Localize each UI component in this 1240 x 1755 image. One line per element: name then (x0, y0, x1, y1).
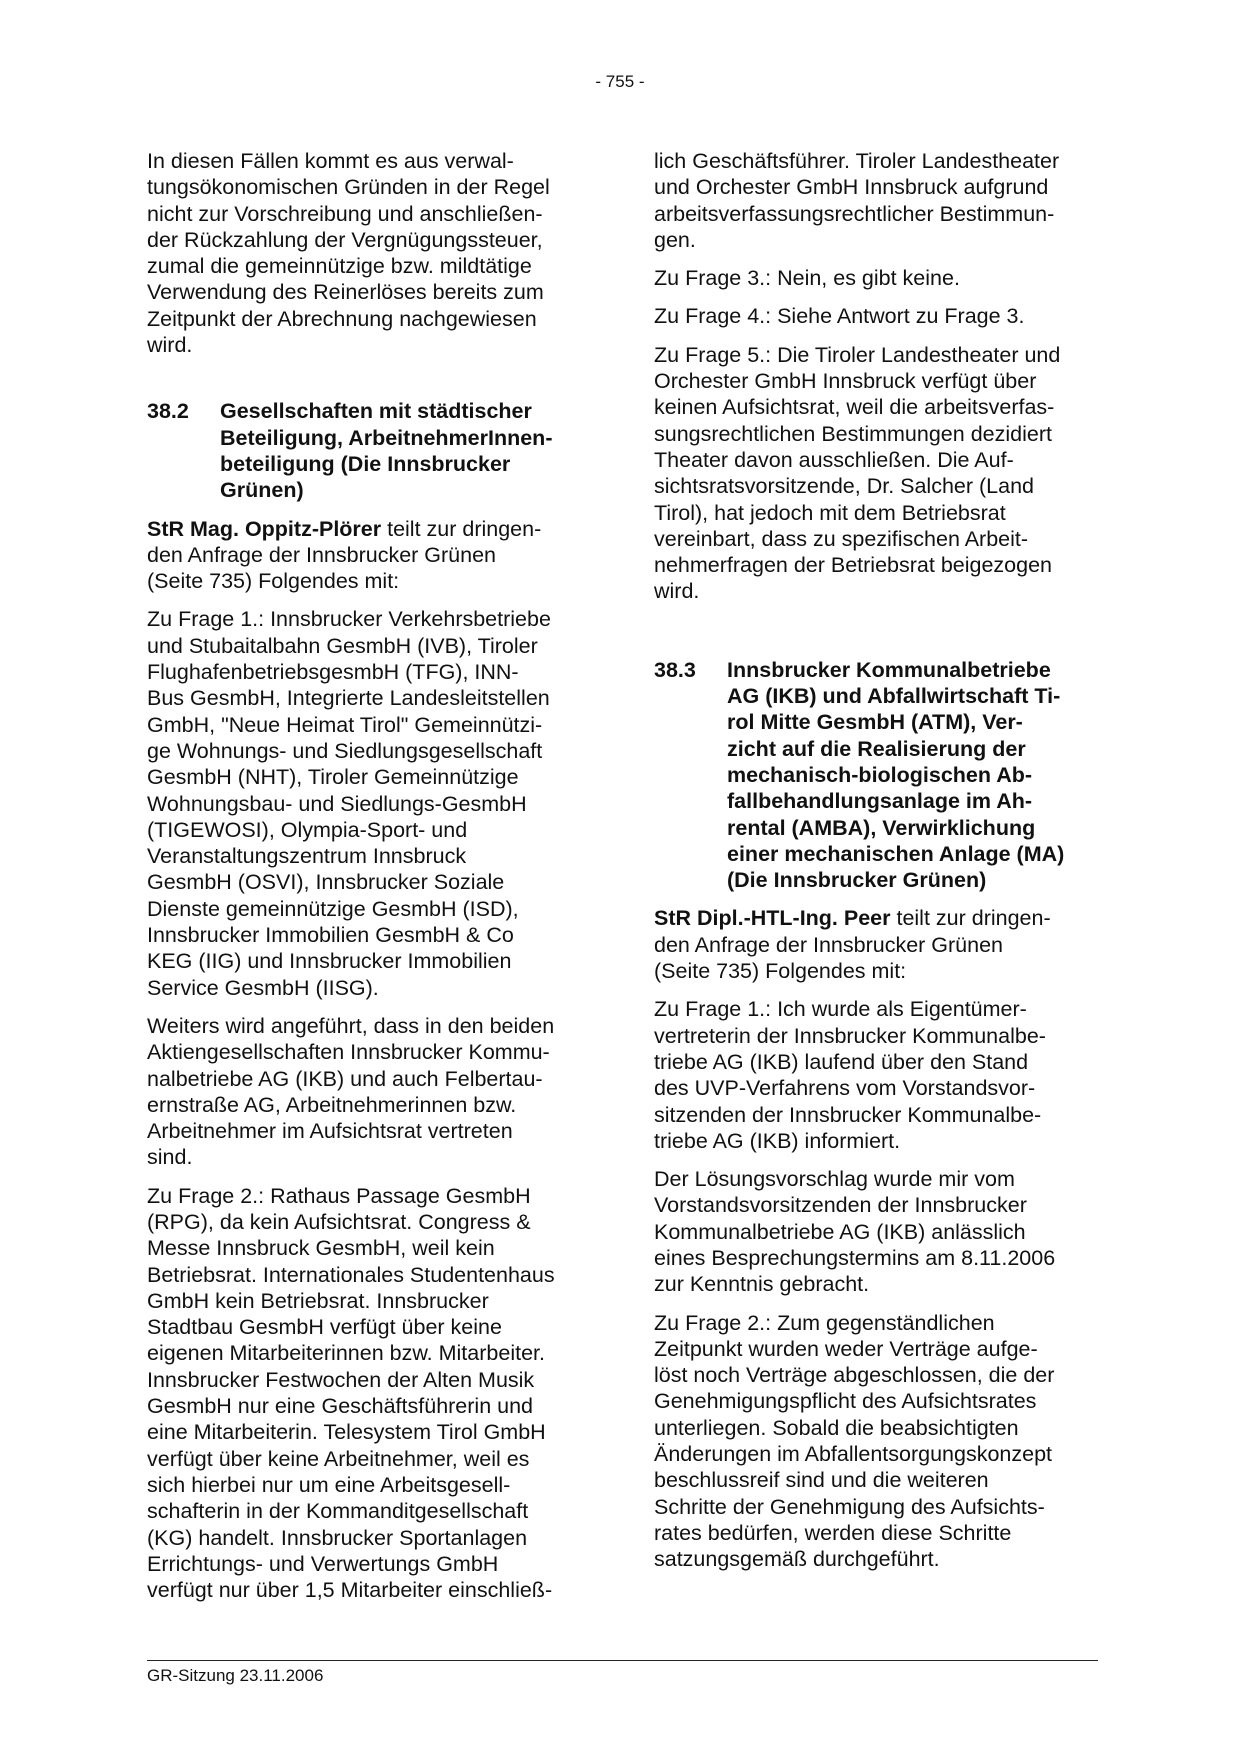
paragraph-frage-1 (147, 606, 593, 1000)
heading-line: rol Mitte GesmbH (ATM), Ver- (727, 710, 1023, 735)
text-line: unterliegen. Sobald die beabsichtigten (654, 1415, 1019, 1440)
heading-line: Grünen) (220, 478, 304, 503)
speaker-name: StR Mag. Oppitz-Plörer (147, 516, 382, 541)
text-line: zur Kenntnis gebracht. (654, 1272, 870, 1297)
heading-line: zicht auf die Realisierung der (727, 736, 1026, 761)
paragraph-speaker (147, 516, 593, 595)
heading-line: mechanisch-biologischen Ab- (727, 762, 1033, 787)
text-line: vereinbart, dass zu spezifischen Arbeit- (654, 526, 1029, 551)
text-line: Orchester GmbH Innsbruck verfügt über (654, 369, 1037, 394)
text-line: beschlussreif sind und die weiteren (654, 1468, 989, 1493)
text-line: GesmbH (OSVI), Innsbrucker Soziale (147, 870, 505, 895)
text-line: GesmbH nur eine Geschäftsführerin und (147, 1394, 534, 1419)
text-line: Weiters wird angeführt, dass in den beiden (147, 1013, 555, 1038)
heading-line: fallbehandlungsanlage im Ah- (727, 789, 1033, 814)
footer-divider (147, 1660, 1098, 1661)
text-line: Zu Frage 2.: Rathaus Passage GesmbH (147, 1183, 531, 1208)
paragraph-speaker (654, 905, 1098, 984)
text-line: triebe AG (IKB) laufend über den Stand (654, 1049, 1029, 1074)
paragraph-loesungsvorschlag (654, 1166, 1098, 1297)
text-line: Innsbrucker Festwochen der Alten Musik (147, 1367, 535, 1392)
text-line: rates bedürfen, werden diese Schritte (654, 1520, 1012, 1545)
text-line: Änderungen im Abfallentsorgungskonzept (654, 1442, 1053, 1467)
text-line (147, 516, 593, 542)
text-line: Errichtungs- und Verwertungs GmbH (147, 1551, 499, 1576)
text-line: lich Geschäftsführer. Tiroler Landestheater (654, 149, 1060, 173)
text-line: sind. (147, 1145, 193, 1170)
text-line: Zeitpunkt der Abrechnung nachgewiesen (147, 306, 537, 331)
section-title (727, 657, 1098, 894)
text-line: gen. (654, 227, 696, 252)
heading-line: beteiligung (Die Innsbrucker (220, 451, 511, 476)
text-line: und Orchester GmbH Innsbruck aufgrund (654, 175, 1049, 200)
text-line: Tirol), hat jedoch mit dem Betriebsrat (654, 500, 1006, 525)
text-line: Kommunalbetriebe AG (IKB) anlässlich (654, 1219, 1026, 1244)
text-line: löst noch Verträge abgeschlossen, die der (654, 1363, 1055, 1388)
paragraph-continuation (654, 148, 1098, 253)
paragraph-weiters (147, 1013, 593, 1171)
text-line: (TIGEWOSI), Olympia-Sport- und (147, 817, 468, 842)
text-line: Zu Frage 2.: Zum gegenständlichen (654, 1310, 995, 1335)
text-line: eines Besprechungstermins am 8.11.2006 (654, 1245, 1056, 1270)
text-line: Zeitpunkt wurden weder Verträge aufge- (654, 1336, 1038, 1361)
text-line: zumal die gemeinnützige bzw. mildtätige (147, 254, 532, 279)
text-line: Wohnungsbau- und Siedlungs-GesmbH (147, 791, 527, 816)
text-line: Der Lösungsvorschlag wurde mir vom (654, 1167, 1015, 1192)
text-line: (RPG), da kein Aufsichtsrat. Congress & (147, 1209, 531, 1234)
text-line: Betriebsrat. Internationales Studentenhaus (147, 1262, 555, 1287)
text-line: des UVP-Verfahrens vom Vorstandsvor- (654, 1076, 1036, 1101)
page-number: - 755 - (595, 72, 645, 91)
section-title (220, 398, 593, 503)
text-line: Zu Frage 1.: Ich wurde als Eigentümer- (654, 997, 1027, 1022)
text-line: und Stubaitalbahn GesmbH (IVB), Tiroler (147, 633, 538, 658)
text-line: GmbH kein Betriebsrat. Innsbrucker (147, 1288, 489, 1313)
paragraph-frage-2 (147, 1183, 593, 1604)
text-line: vertreterin der Innsbrucker Kommunalbe- (654, 1023, 1046, 1048)
text-line: Verwendung des Reinerlöses bereits zum (147, 280, 544, 305)
text-line: nalbetriebe AG (IKB) und auch Felbertau- (147, 1066, 543, 1091)
text-line: keinen Aufsichtsrat, weil die arbeitsverfas- (654, 395, 1055, 420)
text-line: KEG (IIG) und Innsbrucker Immobilien (147, 949, 512, 974)
text-line: Dienste gemeinnützige GesmbH (ISD), (147, 896, 519, 921)
text-line: sungsrechtlichen Bestimmungen dezidiert (654, 421, 1052, 446)
text-line: Bus GesmbH, Integrierte Landesleitstellen (147, 686, 550, 711)
text-line: Vorstandsvorsitzenden der Innsbrucker (654, 1193, 1027, 1218)
heading-line: Gesellschaften mit städtischer (220, 399, 532, 424)
text-line: GmbH, "Neue Heimat Tirol" Gemeinnützi- (147, 712, 543, 737)
text-line: wird. (654, 579, 700, 604)
text-line: Zu Frage 3.: Nein, es gibt keine. (654, 266, 960, 291)
text-line: Zu Frage 4.: Siehe Antwort zu Frage 3. (654, 304, 1025, 329)
text-line: Service GesmbH (IISG). (147, 975, 379, 1000)
text-line: sitzenden der Innsbrucker Kommunalbe- (654, 1102, 1042, 1127)
speaker-text: teilt zur dringen- (381, 516, 542, 541)
text-line: (Seite 735) Folgendes mit: (147, 569, 400, 594)
text-line: Messe Innsbruck GesmbH, weil kein (147, 1236, 495, 1261)
text-line: In diesen Fällen kommt es aus verwal- (147, 149, 514, 173)
text-line (654, 905, 1098, 931)
heading-line: (Die Innsbrucker Grünen) (727, 868, 987, 893)
text-line: (KG) handelt. Innsbrucker Sportanlagen (147, 1525, 528, 1550)
text-line: sichtsratsvorsitzende, Dr. Salcher (Land (654, 474, 1034, 499)
text-line: eine Mitarbeiterin. Telesystem Tirol GmbH (147, 1420, 546, 1445)
paragraph-frage-1 (654, 996, 1098, 1154)
text-line: triebe AG (IKB) informiert. (654, 1128, 901, 1153)
text-line: ernstraße AG, Arbeitnehmerinnen bzw. (147, 1092, 517, 1117)
text-line: Veranstaltungszentrum Innsbruck (147, 844, 467, 869)
paragraph-frage-5 (654, 342, 1098, 605)
text-line: (Seite 735) Folgendes mit: (654, 959, 907, 984)
paragraph-frage-4 (654, 303, 1098, 329)
text-line: Zu Frage 1.: Innsbrucker Verkehrsbetriebe (147, 607, 551, 632)
heading-line: AG (IKB) und Abfallwirtschaft Ti- (727, 684, 1061, 709)
speaker-text: teilt zur dringen- (890, 906, 1051, 931)
text-line: Stadtbau GesmbH verfügt über keine (147, 1315, 502, 1340)
section-heading-38-3 (654, 657, 1098, 894)
text-line: den Anfrage der Innsbrucker Grünen (147, 542, 496, 567)
text-line: eigenen Mitarbeiterinnen bzw. Mitarbeiter. (147, 1341, 545, 1366)
text-line: Arbeitnehmer im Aufsichtsrat vertreten (147, 1119, 513, 1144)
section-number: 38.3 (654, 657, 696, 682)
text-line: Aktiengesellschaften Innsbrucker Kommu- (147, 1040, 550, 1065)
text-line: tungsökonomischen Gründen in der Regel (147, 175, 550, 200)
text-line: Genehmigungspflicht des Aufsichtsrates (654, 1389, 1037, 1414)
text-line: sich hierbei nur um eine Arbeitsgesell- (147, 1472, 511, 1497)
text-line: arbeitsverfassungsrechtlicher Bestimmun- (654, 201, 1055, 226)
section-heading-38-2 (147, 398, 593, 503)
speaker-name: StR Dipl.-HTL-Ing. Peer (654, 906, 891, 931)
section-number: 38.2 (147, 399, 189, 424)
paragraph-intro (147, 148, 593, 358)
text-line: der Rückzahlung der Vergnügungssteuer, (147, 227, 543, 252)
text-line: den Anfrage der Innsbrucker Grünen (654, 932, 1003, 957)
text-line: nicht zur Vorschreibung und anschließen- (147, 201, 543, 226)
heading-line: einer mechanischen Anlage (MA) (727, 841, 1065, 866)
footer-text: GR-Sitzung 23.11.2006 (147, 1666, 324, 1685)
paragraph-frage-3 (654, 265, 1098, 291)
text-line: verfügt über keine Arbeitnehmer, weil es (147, 1446, 530, 1471)
left-column (147, 148, 593, 1615)
text-line: Innsbrucker Immobilien GesmbH & Co (147, 923, 514, 948)
text-line: ge Wohnungs- und Siedlungsgesellschaft (147, 738, 543, 763)
text-line: GesmbH (NHT), Tiroler Gemeinnützige (147, 765, 519, 790)
text-line: satzungsgemäß durchgeführt. (654, 1547, 940, 1572)
heading-line: Beteiligung, ArbeitnehmerInnen- (220, 425, 553, 450)
text-line: Zu Frage 5.: Die Tiroler Landestheater und (654, 342, 1061, 367)
heading-line: rental (AMBA), Verwirklichung (727, 815, 1036, 840)
text-line: nehmerfragen der Betriebsrat beigezogen (654, 553, 1053, 578)
text-line: Theater davon ausschließen. Die Auf- (654, 447, 1014, 472)
text-line: verfügt nur über 1,5 Mitarbeiter einschließ- (147, 1578, 553, 1603)
right-column (654, 148, 1098, 1585)
text-line: FlughafenbetriebsgesmbH (TFG), INN- (147, 660, 519, 685)
text-line: Schritte der Genehmigung des Aufsichts- (654, 1494, 1045, 1519)
heading-line: Innsbrucker Kommunalbetriebe (727, 657, 1051, 682)
paragraph-frage-2 (654, 1310, 1098, 1573)
text-line: schafterin in der Kommanditgesellschaft (147, 1499, 529, 1524)
text-line: wird. (147, 333, 193, 358)
